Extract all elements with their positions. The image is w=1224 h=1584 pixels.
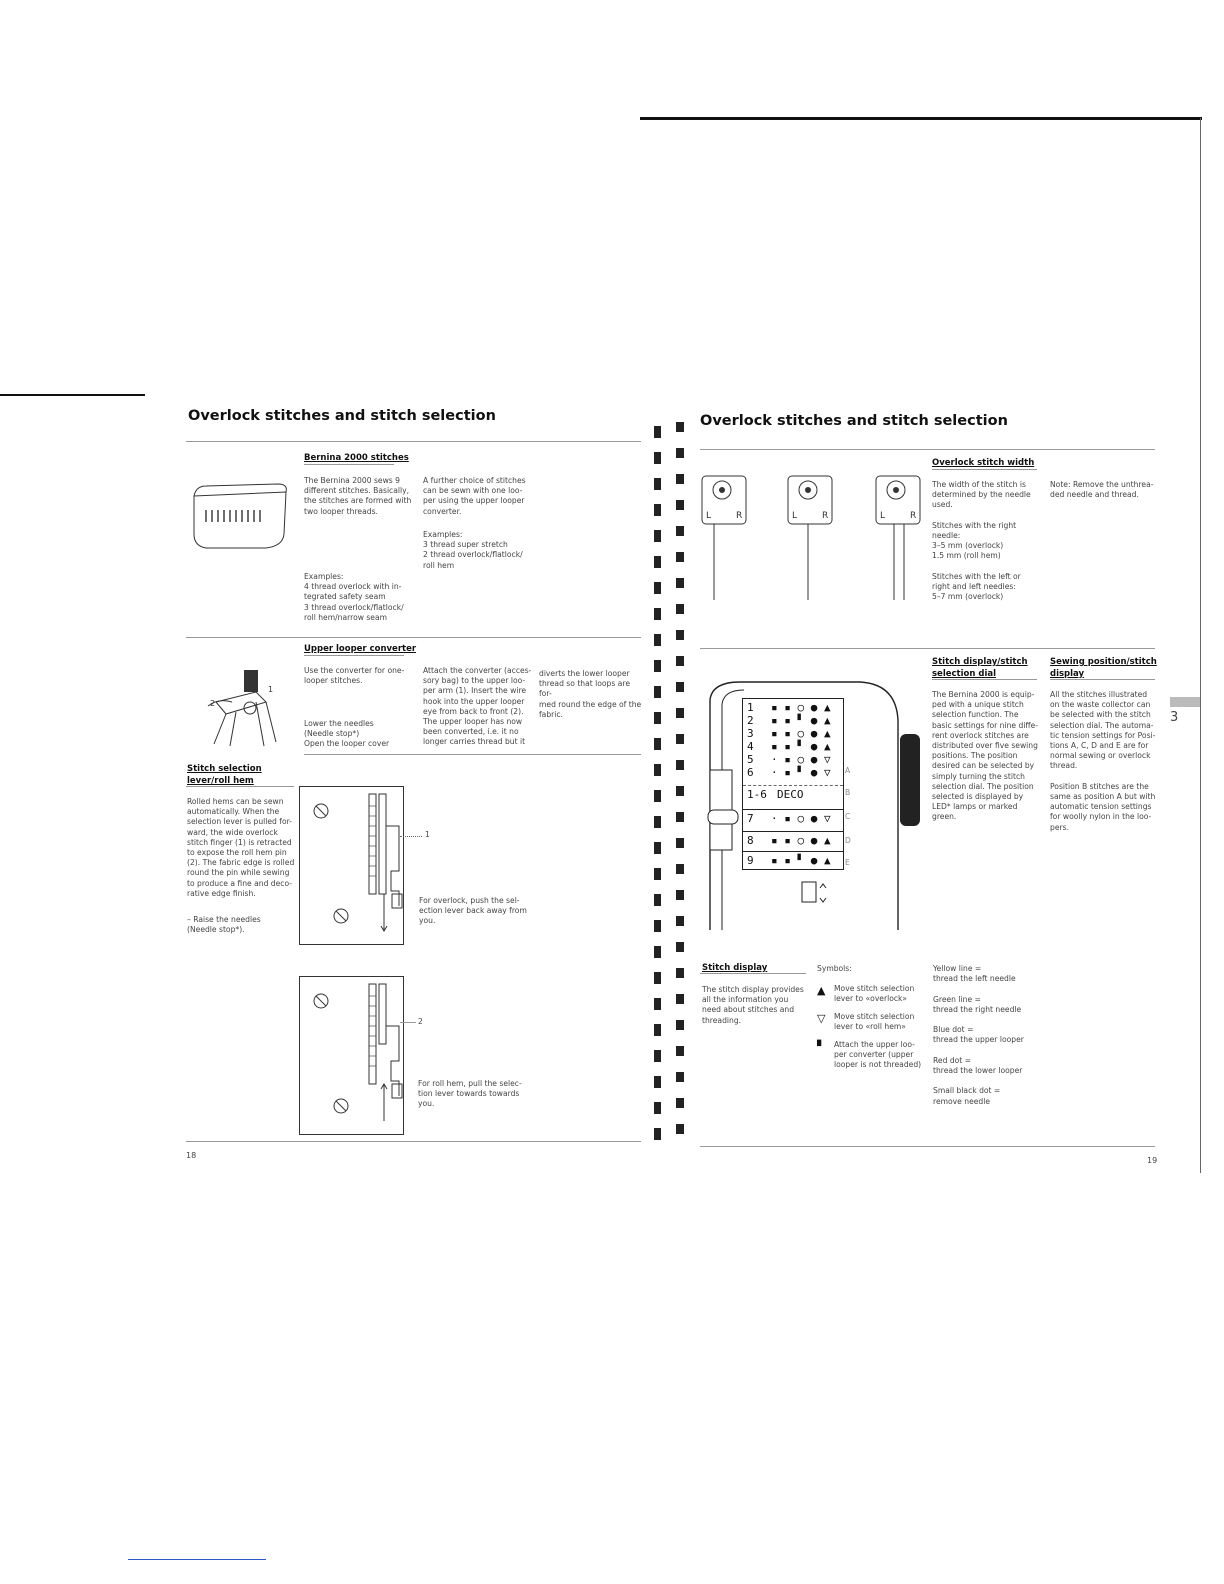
bernina-further-text: A further choice of stitches can be sewn with one loo- per using the upper looper converter. [423,476,526,516]
chapter-number: 3 [1170,710,1179,725]
bernina-examples-left: Examples: 4 thread overlock with in- tegrated safety seam 3 thread overlock/flatlock/ roll hem/narrow seam [304,572,404,622]
right-page-number: 19 [1147,1156,1158,1165]
needle-holder-middle-illustration [786,466,836,606]
bernina-stitches-text: The Bernina 2000 sews 9 different stitches. Basically, the stitches are formed with two looper threads. [304,476,412,516]
symbol-rollhem-text: Move stitch selection lever to «roll hem» [834,1012,915,1032]
lever-icon [800,880,828,908]
waste-collector-illustration [186,474,296,554]
display-row-symbols: · ▪ ○ ● ▽ [771,753,831,766]
display-row-2 [743,714,843,727]
display-row-symbols: · ▪ ▘ ● ▽ [771,766,831,779]
top-edge-rule [640,117,1202,120]
symbols-label: Symbols: [817,964,852,973]
display-row-9 [743,851,843,867]
needle-holder-right-illustration [874,466,924,606]
display-row-symbols: ▪ ▪ ○ ● ▲ [771,701,831,714]
display-row-num: 3 [747,727,754,740]
left-title-rule [186,441,641,442]
needle-label-l-3: L [880,511,886,521]
converter-intro-text: Use the converter for one- looper stitches. [304,666,405,686]
display-row-symbols: ▪ ▪ ○ ● ▲ [771,834,831,847]
converter-icon: ▘ [817,1040,826,1053]
needle-label-l-1: L [706,511,712,521]
converter-heading-rule [304,655,404,656]
unthreaded-needle-note: Note: Remove the unthrea- ded needle and thread. [1050,480,1154,500]
display-row-num: 4 [747,740,754,753]
sewing-position-heading: Sewing position/stitch display [1050,657,1157,679]
spiral-binding [650,420,690,1160]
stitch-selection-dial-text: The Bernina 2000 is equip- ped with a unique stitch selection function. The basic settings for nine diffe- rent overlock stitches are distributed over five sewing positions. The position desired can be selected by simply turning the stitch selection dial. The position selected is displayed by LED* lamps or marked green. [932,690,1039,822]
display-row-num: 8 [747,834,754,847]
plate-fig2-label: 2 [418,1017,423,1026]
upper-looper-converter-illustration [196,662,286,752]
display-row-8 [743,831,843,847]
display-row-symbols: ▪ ▪ ▘ ● ▲ [771,714,831,727]
bernina-examples-right: Examples: 3 thread super stretch 2 thread overlock/flatlock/ roll hem [423,530,523,570]
display-row-6 [743,766,843,779]
triangle-down-icon: ▽ [817,1012,826,1025]
display-section-rule [700,648,1155,649]
display-row-symbols: DECO [777,788,804,801]
overlock-stitch-width-text: The width of the stitch is determined by the needle used. Stitches with the right needle: 3–5 mm (overlock) 1.5 mm (roll hem) Stitches with the left or right and left needles: 5–7 mm (overlock) [932,480,1031,602]
symbol-overlock-text: Move stitch selection lever to «overlock» [834,984,915,1004]
width-heading-rule [932,469,1037,470]
needle-label-r-1: R [736,511,743,521]
plate-fig1-leader [400,836,422,837]
converter-diverts-text: diverts the lower looper thread so that loops are for- med round the edge of the fabric. [539,669,642,719]
triangle-up-icon: ▲ [817,984,826,997]
stitch-display-selection-dial-heading: Stitch display/stitch selection dial [932,657,1028,679]
dial-heading-rule [932,679,1037,680]
display-row-5 [743,753,843,766]
bernina-stitches-heading: Bernina 2000 stitches [304,453,409,463]
display-row-symbols: ▪ ▪ ○ ● ▲ [771,727,831,740]
needle-holder-left-illustration [700,466,750,606]
right-edge-rule [1200,118,1201,1173]
display-row-7 [743,809,843,825]
plate-fig1-label: 1 [425,830,430,839]
position-label-e: E [845,858,850,867]
thread-color-legend: Yellow line = thread the left needle Green line = thread the right needle Blue dot = thread the upper looper Red dot = thread the lower looper Small black dot = remove needle [933,964,1024,1106]
converter-steps-text: Lower the needles (Needle stop*) Open the looper cover [304,719,390,749]
stitch-table [742,698,844,870]
display-row-num: 9 [747,854,754,867]
converter-bottom-rule [304,754,641,755]
right-page-title: Overlock stitches and stitch selection [700,413,1008,429]
display-row-num: 1 [747,701,754,714]
left-footer-rule [186,1141,641,1142]
upper-looper-converter-heading: Upper looper converter [304,644,417,654]
position-heading-rule [1050,679,1155,680]
needle-label-l-2: L [792,511,798,521]
display-row-symbols: ▪ ▪ ▘ ● ▲ [771,740,831,753]
plate-fig1-caption: For overlock, push the sel- ection lever back away from you. [419,896,527,926]
stitch-selection-lever-text: Rolled hems can be sewn automatically. When the selection lever is pulled for- ward, the wide overlock stitch finger (1) is retracted to expose the roll hem pin (2). The fabric edge is rolled round the pin while sewing to produce a fine and deco- rative edge finish. [187,797,295,898]
stitch-display-text: The stitch display provides all the information you need about stitches and threading. [702,985,804,1025]
display-row-deco [743,785,843,801]
bernina-heading-rule [304,464,394,465]
needle-label-r-3: R [910,511,917,521]
needle-label-r-2: R [822,511,829,521]
left-page-title: Overlock stitches and stitch selection [188,408,496,424]
stitch-display-heading-rule [700,973,806,974]
chapter-tab [1170,697,1200,707]
position-label-b: B [845,788,851,797]
display-row-1 [743,701,843,714]
converter-label-2: 2 [210,699,216,708]
display-row-num: 2 [747,714,754,727]
plate-fig2-caption: For roll hem, pull the selec- tion lever towards towards you. [418,1079,522,1109]
display-row-4 [743,740,843,753]
plate-fig2-leader [400,1022,416,1023]
position-label-d: D [845,836,851,845]
symbol-converter-text: Attach the upper loo- per converter (upper looper is not threaded) [834,1040,922,1070]
left-page-number: 18 [186,1151,197,1160]
right-footer-rule [700,1146,1155,1147]
overlock-stitch-width-heading: Overlock stitch width [932,458,1035,468]
left-edge-rule [0,394,145,396]
display-row-num: 6 [747,766,754,779]
stitch-plate-rollhem-illustration [299,976,411,1136]
raise-needles-bullet: – Raise the needles (Needle stop*). [187,915,261,935]
position-label-c: C [845,812,851,821]
stitch-selection-lever-heading: Stitch selection lever/roll hem [187,764,262,786]
stitch-plate-overlock-illustration [299,786,411,946]
display-row-3 [743,727,843,740]
display-row-num: 7 [747,812,754,825]
stitch-display-heading: Stitch display [702,963,768,973]
bottom-link-rule [128,1559,266,1560]
right-title-rule [700,449,1155,450]
position-label-a: A [845,766,851,775]
display-row-symbols: ▪ ▪ ▘ ● ▲ [771,854,831,867]
stitch-display-panel [700,680,930,930]
display-row-symbols: · ▪ ○ ● ▽ [771,812,831,825]
converter-section-rule [186,637,641,638]
sewing-position-text: All the stitches illustrated on the waste collector can be selected with the stitch selection dial. The automa- tic tension settings for Posi- tions A, C, D and E are for normal sewing or overlock thread. Position B stitches are the same as position A but with automatic tension settings for woolly nylon in the loo- pers. [1050,690,1156,832]
converter-label-1: 1 [268,685,274,694]
display-row-num: 5 [747,753,754,766]
display-row-num: 1-6 [747,788,767,801]
converter-attach-text: Attach the converter (acces- sory bag) to the upper loo- per arm (1). Insert the wire hook into the upper looper eye from back to front (2). The upper looper has now been converted, i.e. it no longer carries thread but it [423,666,532,747]
lever-heading-rule [186,786,294,787]
